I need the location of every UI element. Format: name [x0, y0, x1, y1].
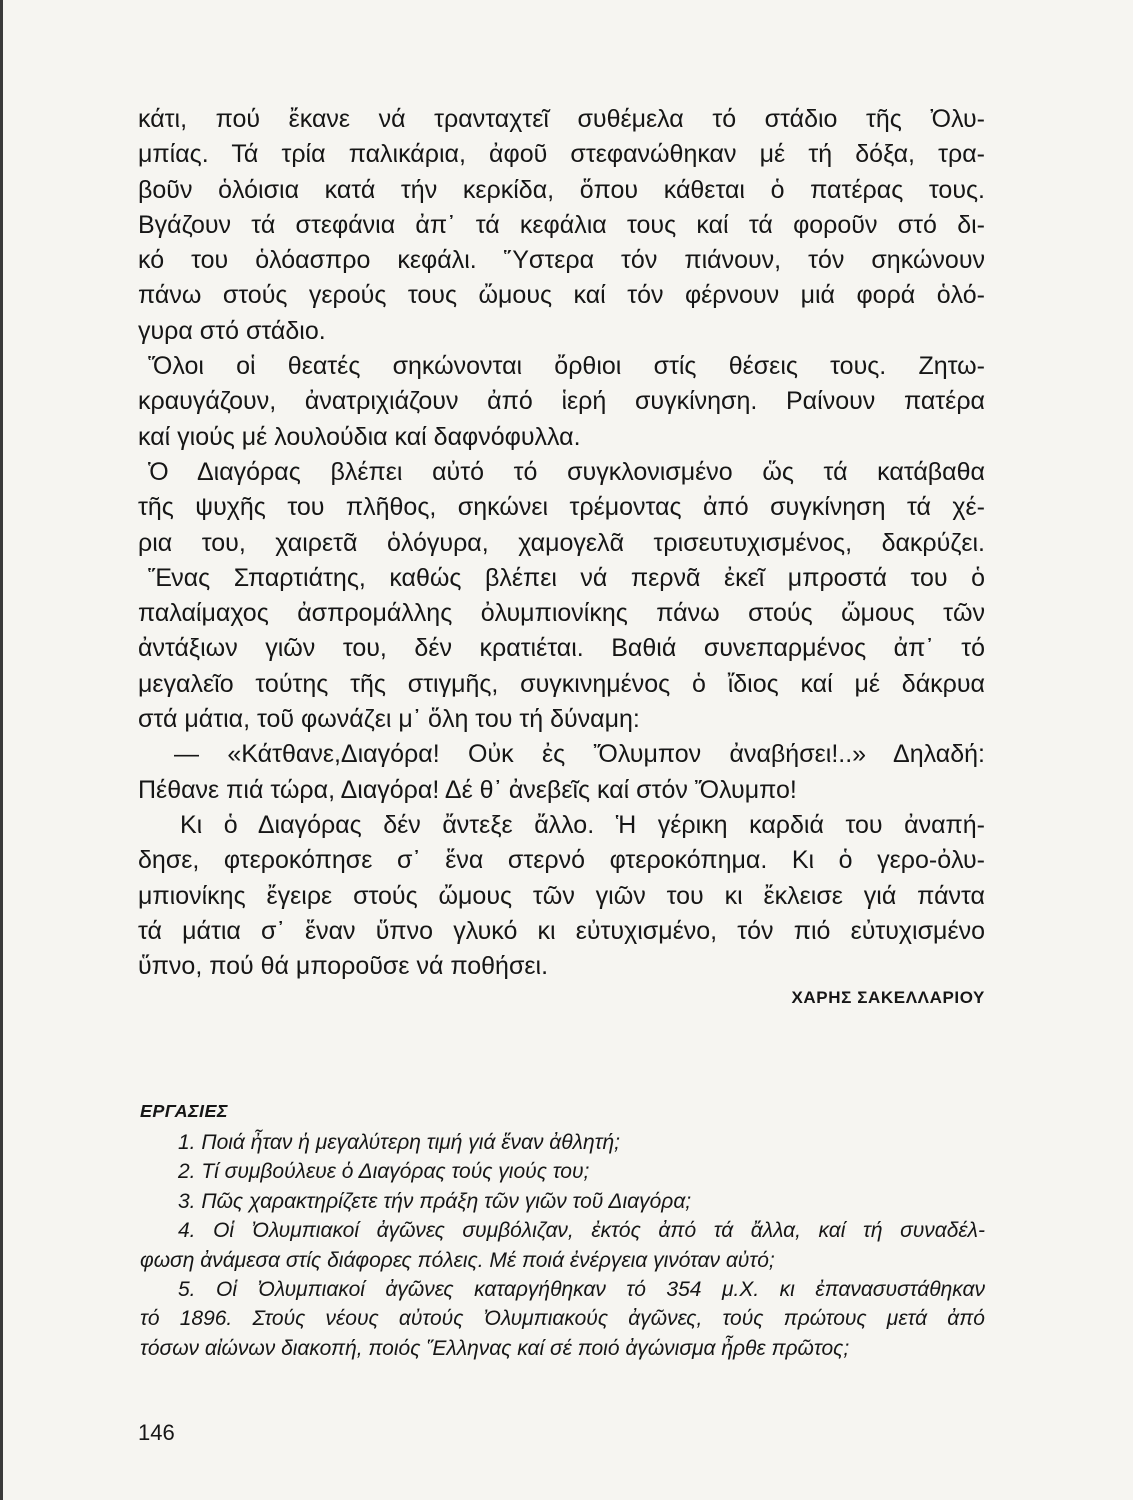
- text-line: τῆς ψυχῆς του πλῆθος, σηκώνει τρέμοντας ἀπό συγκίνηση τά χέ-: [138, 493, 985, 522]
- exercises-heading: ΕΡΓΑΣΙΕΣ: [140, 1101, 228, 1121]
- text-line: μπίας. Τά τρία παλικάρια, ἀφοῦ στεφανώθηκαν μέ τή δόξα, τρα-: [138, 140, 985, 169]
- text-line: Κι ὁ Διαγόρας δέν ἄντεξε ἄλλο. Ἡ γέρικη καρδιά του ἀναπή-: [180, 810, 985, 839]
- dialogue-paragraph: [138, 737, 985, 808]
- text-line: μπιονίκης ἔγειρε στούς ὤμους τῶν γιῶν του κι ἔκλεισε γιά πάντα: [138, 881, 985, 910]
- text-line: Βγάζουν τά στεφάνια ἀπ᾽ τά κεφάλια τους καί τά φοροῦν στό δι-: [138, 210, 985, 239]
- text-line: πάνω στούς γερούς τους ὤμους καί τόν φέρνουν μιά φορά ὁλό-: [138, 281, 985, 310]
- text-line: κό του ὁλόασπρο κεφάλι. Ὕστερα τόν πιάνουν, τόν σηκώνουν: [138, 246, 985, 275]
- paragraph: [138, 455, 985, 561]
- text-line: Πέθανε πιά τώρα, Διαγόρα! Δέ θ᾽ ἀνεβεῖς καί στόν Ὄλυμπο!: [138, 775, 797, 804]
- exercise-item: [140, 1187, 985, 1216]
- text-line: παλαίμαχος ἀσπρομάλλης ὀλυμπιονίκης πάνω στούς ὤμους τῶν: [138, 599, 985, 628]
- exercise-line: 4. Οἱ Ὀλυμπιακοί ἀγῶνες συμβόλιζαν, ἐκτός ἀπό τά ἄλλα, καί τή συναδέλ-: [178, 1219, 985, 1243]
- text-line: ὕπνο, πού θά μποροῦσε νά ποθήσει.: [138, 952, 549, 981]
- text-line: κραυγάζουν, ἀνατριχιάζουν ἀπό ἱερή συγκίνηση. Ραίνουν πατέρα: [138, 387, 985, 416]
- scan-edge: [0, 0, 3, 1500]
- text-line: καί γιούς μέ λουλούδια καί δαφνόφυλλα.: [138, 422, 581, 451]
- text-line: Ὅλοι οἱ θεατές σηκώνονται ὄρθιοι στίς θέσεις τους. Ζητω-: [148, 352, 985, 381]
- exercise-line: 1. Ποιά ἦταν ἡ μεγαλύτερη τιμή γιά ἕναν ἀθλητή;: [178, 1131, 621, 1154]
- text-line: ἀντάξιων γιῶν του, δέν κρατιέται. Βαθιά συνεπαρμένος ἀπ᾽ τό: [138, 634, 985, 663]
- exercise-item: [140, 1157, 985, 1186]
- exercise-line: τό 1896. Στούς νέους αὐτούς Ὀλυμπιακούς ἀγῶνες, τούς πρώτους μετά ἀπό: [140, 1307, 985, 1331]
- exercises-list: [140, 1128, 985, 1363]
- exercise-item: [140, 1275, 985, 1363]
- exercise-line: τόσων αἰώνων διακοπή, ποιός Ἕλληνας καί σέ ποιό ἀγώνισμα ἦρθε πρῶτος;: [140, 1336, 850, 1360]
- exercise-item: [140, 1128, 985, 1157]
- text-line: γυρα στό στάδιο.: [138, 316, 326, 345]
- paragraph: [138, 561, 985, 737]
- exercise-line: 5. Οἱ Ὀλυμπιακοί ἀγῶνες καταργήθηκαν τό 354 μ.Χ. κι ἐπανασυστάθηκαν: [178, 1277, 985, 1301]
- text-line: — «Κάτθανε,Διαγόρα! Οὐκ ἐς Ὄλυμπον ἀναβήσει!..» Δηλαδή:: [174, 740, 985, 769]
- text-line: στά μάτια, τοῦ φωνάζει μ᾽ ὅλη του τή δύναμη:: [138, 705, 640, 734]
- text-line: Ὁ Διαγόρας βλέπει αὐτό τό συγκλονισμένο ὥς τά κατάβαθα: [148, 457, 985, 486]
- text-line: δησε, φτεροκόπησε σ᾽ ἕνα στερνό φτεροκόπημα. Κι ὁ γερο-ὀλυ-: [138, 846, 985, 875]
- exercise-line: φωση ἀνάμεσα στίς διάφορες πόλεις. Μέ ποιά ἐνέργεια γινόταν αὐτό;: [140, 1248, 775, 1272]
- exercise-line: 3. Πῶς χαρακτηρίζετε τήν πράξη τῶν γιῶν τοῦ Διαγόρα;: [178, 1189, 692, 1213]
- text-line: Ἕνας Σπαρτιάτης, καθώς βλέπει νά περνᾶ ἐκεῖ μπροστά του ὁ: [148, 563, 985, 592]
- paragraph: [138, 102, 985, 349]
- page-number: 146: [138, 1420, 175, 1445]
- text-line: ρια του, χαιρετᾶ ὁλόγυρα, χαμογελᾶ τρισευτυχισμένος, δακρύζει.: [138, 528, 985, 557]
- exercise-item: [140, 1216, 985, 1275]
- text-line: μεγαλεῖο τούτης τῆς στιγμῆς, συγκινημένος ὁ ἴδιος καί μέ δάκρυα: [138, 669, 985, 698]
- text-line: βοῦν ὁλόισια κατά τήν κερκίδα, ὅπου κάθεται ὁ πατέρας τους.: [138, 175, 985, 204]
- author-name: ΧΑΡΗΣ ΣΑΚΕΛΛΑΡΙΟΥ: [791, 988, 985, 1007]
- exercise-line: 2. Τί συμβούλευε ὁ Διαγόρας τούς γιούς του;: [178, 1160, 590, 1184]
- paragraph: [138, 808, 985, 984]
- paragraph: [138, 349, 985, 455]
- text-line: κάτι, πού ἔκανε νά τρανταχτεῖ συθέμελα τό στάδιο τῆς Ὀλυ-: [138, 105, 985, 133]
- story-text: [138, 102, 985, 984]
- text-line: τά μάτια σ᾽ ἕναν ὕπνο γλυκό κι εὐτυχισμένο, τόν πιό εὐτυχισμένο: [138, 916, 985, 945]
